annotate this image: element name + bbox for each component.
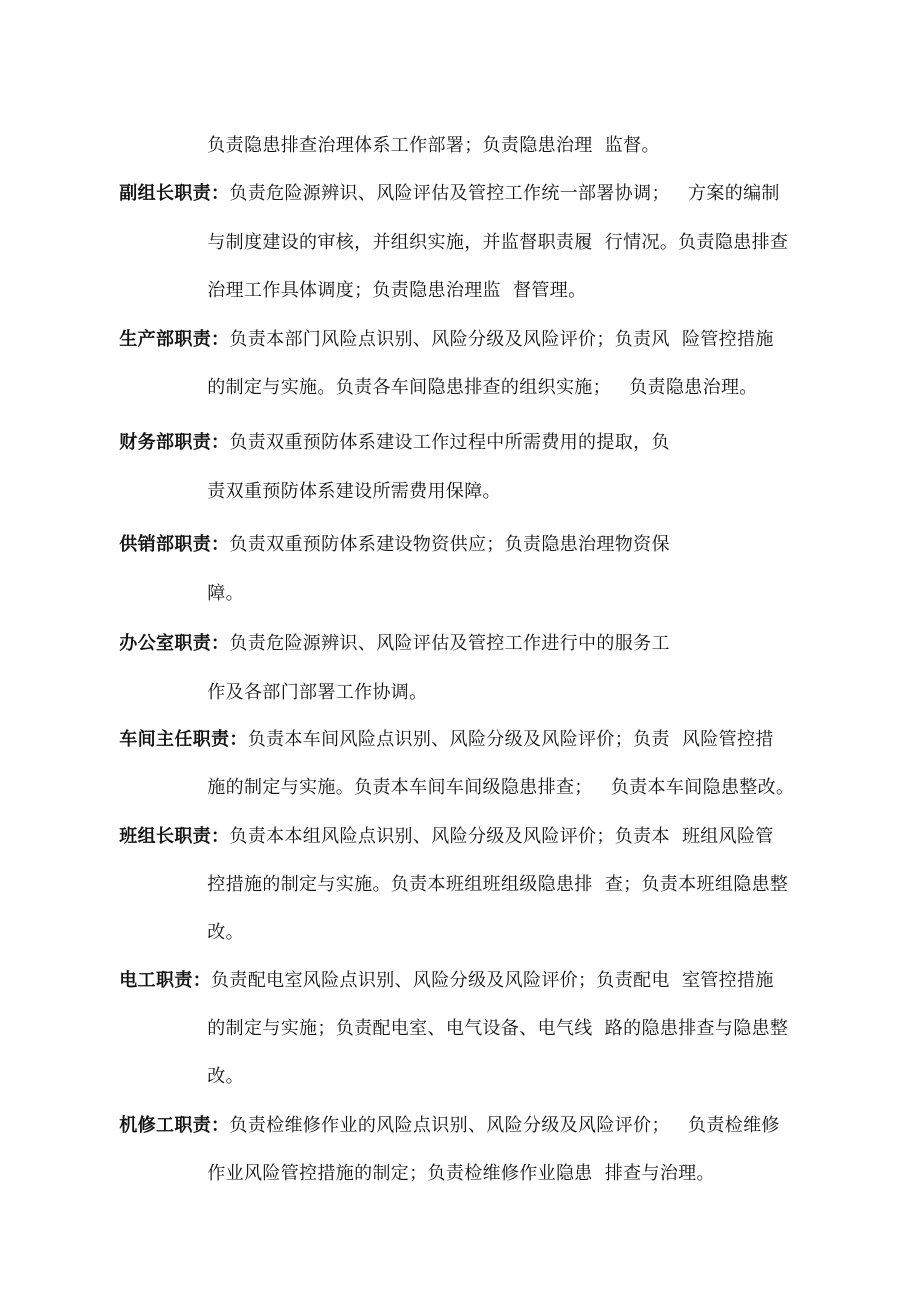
section-text: 负责本本组风险点识别、风险分级及风险评价；负责本 班组风险管: [229, 826, 774, 847]
section-text: 与制度建设的审核，并组织实施，并监督职责履 行情况。负责隐患排查: [207, 232, 789, 253]
section-text: 负责危险源辨识、风险评估及管控工作统一部署协调； 方案的编制: [229, 183, 780, 204]
section-text: 负责危险源辨识、风险评估及管控工作进行中的服务工: [229, 633, 670, 654]
section-supply: [95, 509, 670, 581]
section-text: 负责本部门风险点识别、风险分级及风险评价；负责风 险管控措施: [229, 329, 774, 350]
section-text: 负责双重预防体系建设工作过程中所需费用的提取，负: [229, 432, 670, 453]
section-text: 作及各部门部署工作协调。: [207, 682, 428, 703]
section-text: 的制定与实施。负责各车间隐患排查的组织实施； 负责隐患治理。: [207, 377, 758, 398]
section-text: 障。: [207, 583, 244, 604]
intro-text: 负责隐患排查治理体系工作部署；负责隐患治理 监督。: [207, 135, 660, 156]
section-term: 副组长职责：: [119, 183, 230, 204]
section-term: 电工职责：: [119, 970, 212, 991]
section-text: 负责本车间风险点识别、风险分级及风险评价；负责 风险管控措: [247, 729, 774, 750]
section-text: 负责检维修作业的风险点识别、风险分级及风险评价； 负责检维修: [229, 1115, 780, 1136]
section-term: 机修工职责：: [119, 1115, 230, 1136]
section-term: 班组长职责：: [119, 826, 230, 847]
section-text: 治理工作具体调度；负责隐患治理监 督管理。: [207, 280, 587, 301]
section-term: 财务部职责：: [119, 432, 230, 453]
section-text: 控措施的制定与实施。负责本班组班组级隐患排 查；负责本班组隐患整: [207, 874, 789, 895]
section-text: 负责配电室风险点识别、风险分级及风险评价；负责配电 室管控措施: [211, 970, 774, 991]
section-text: 责双重预防体系建设所需费用保障。: [207, 481, 501, 502]
section-text: 改。: [207, 922, 244, 943]
section-text: 施的制定与实施。负责本车间车间级隐患排查； 负责本车间隐患整改。: [207, 777, 795, 798]
section-team-leader-cont-1: [183, 849, 788, 921]
section-term: 生产部职责：: [119, 329, 230, 350]
section-term: 供销部职责：: [119, 534, 230, 555]
section-text: 的制定与实施；负责配电室、电气设备、电气线 路的隐患排查与隐患整: [207, 1018, 789, 1039]
section-text: 负责双重预防体系建设物资供应；负责隐患治理物资保: [229, 534, 670, 555]
section-term: 车间主任职责：: [119, 729, 248, 750]
section-text: 改。: [207, 1066, 244, 1087]
section-mechanic-cont-1: [183, 1138, 715, 1210]
section-electrician-cont-1: [183, 993, 788, 1065]
section-text: 作业风险管控措施的制定；负责检维修作业隐患 排查与治理。: [207, 1163, 715, 1184]
section-term: 办公室职责：: [119, 633, 230, 654]
